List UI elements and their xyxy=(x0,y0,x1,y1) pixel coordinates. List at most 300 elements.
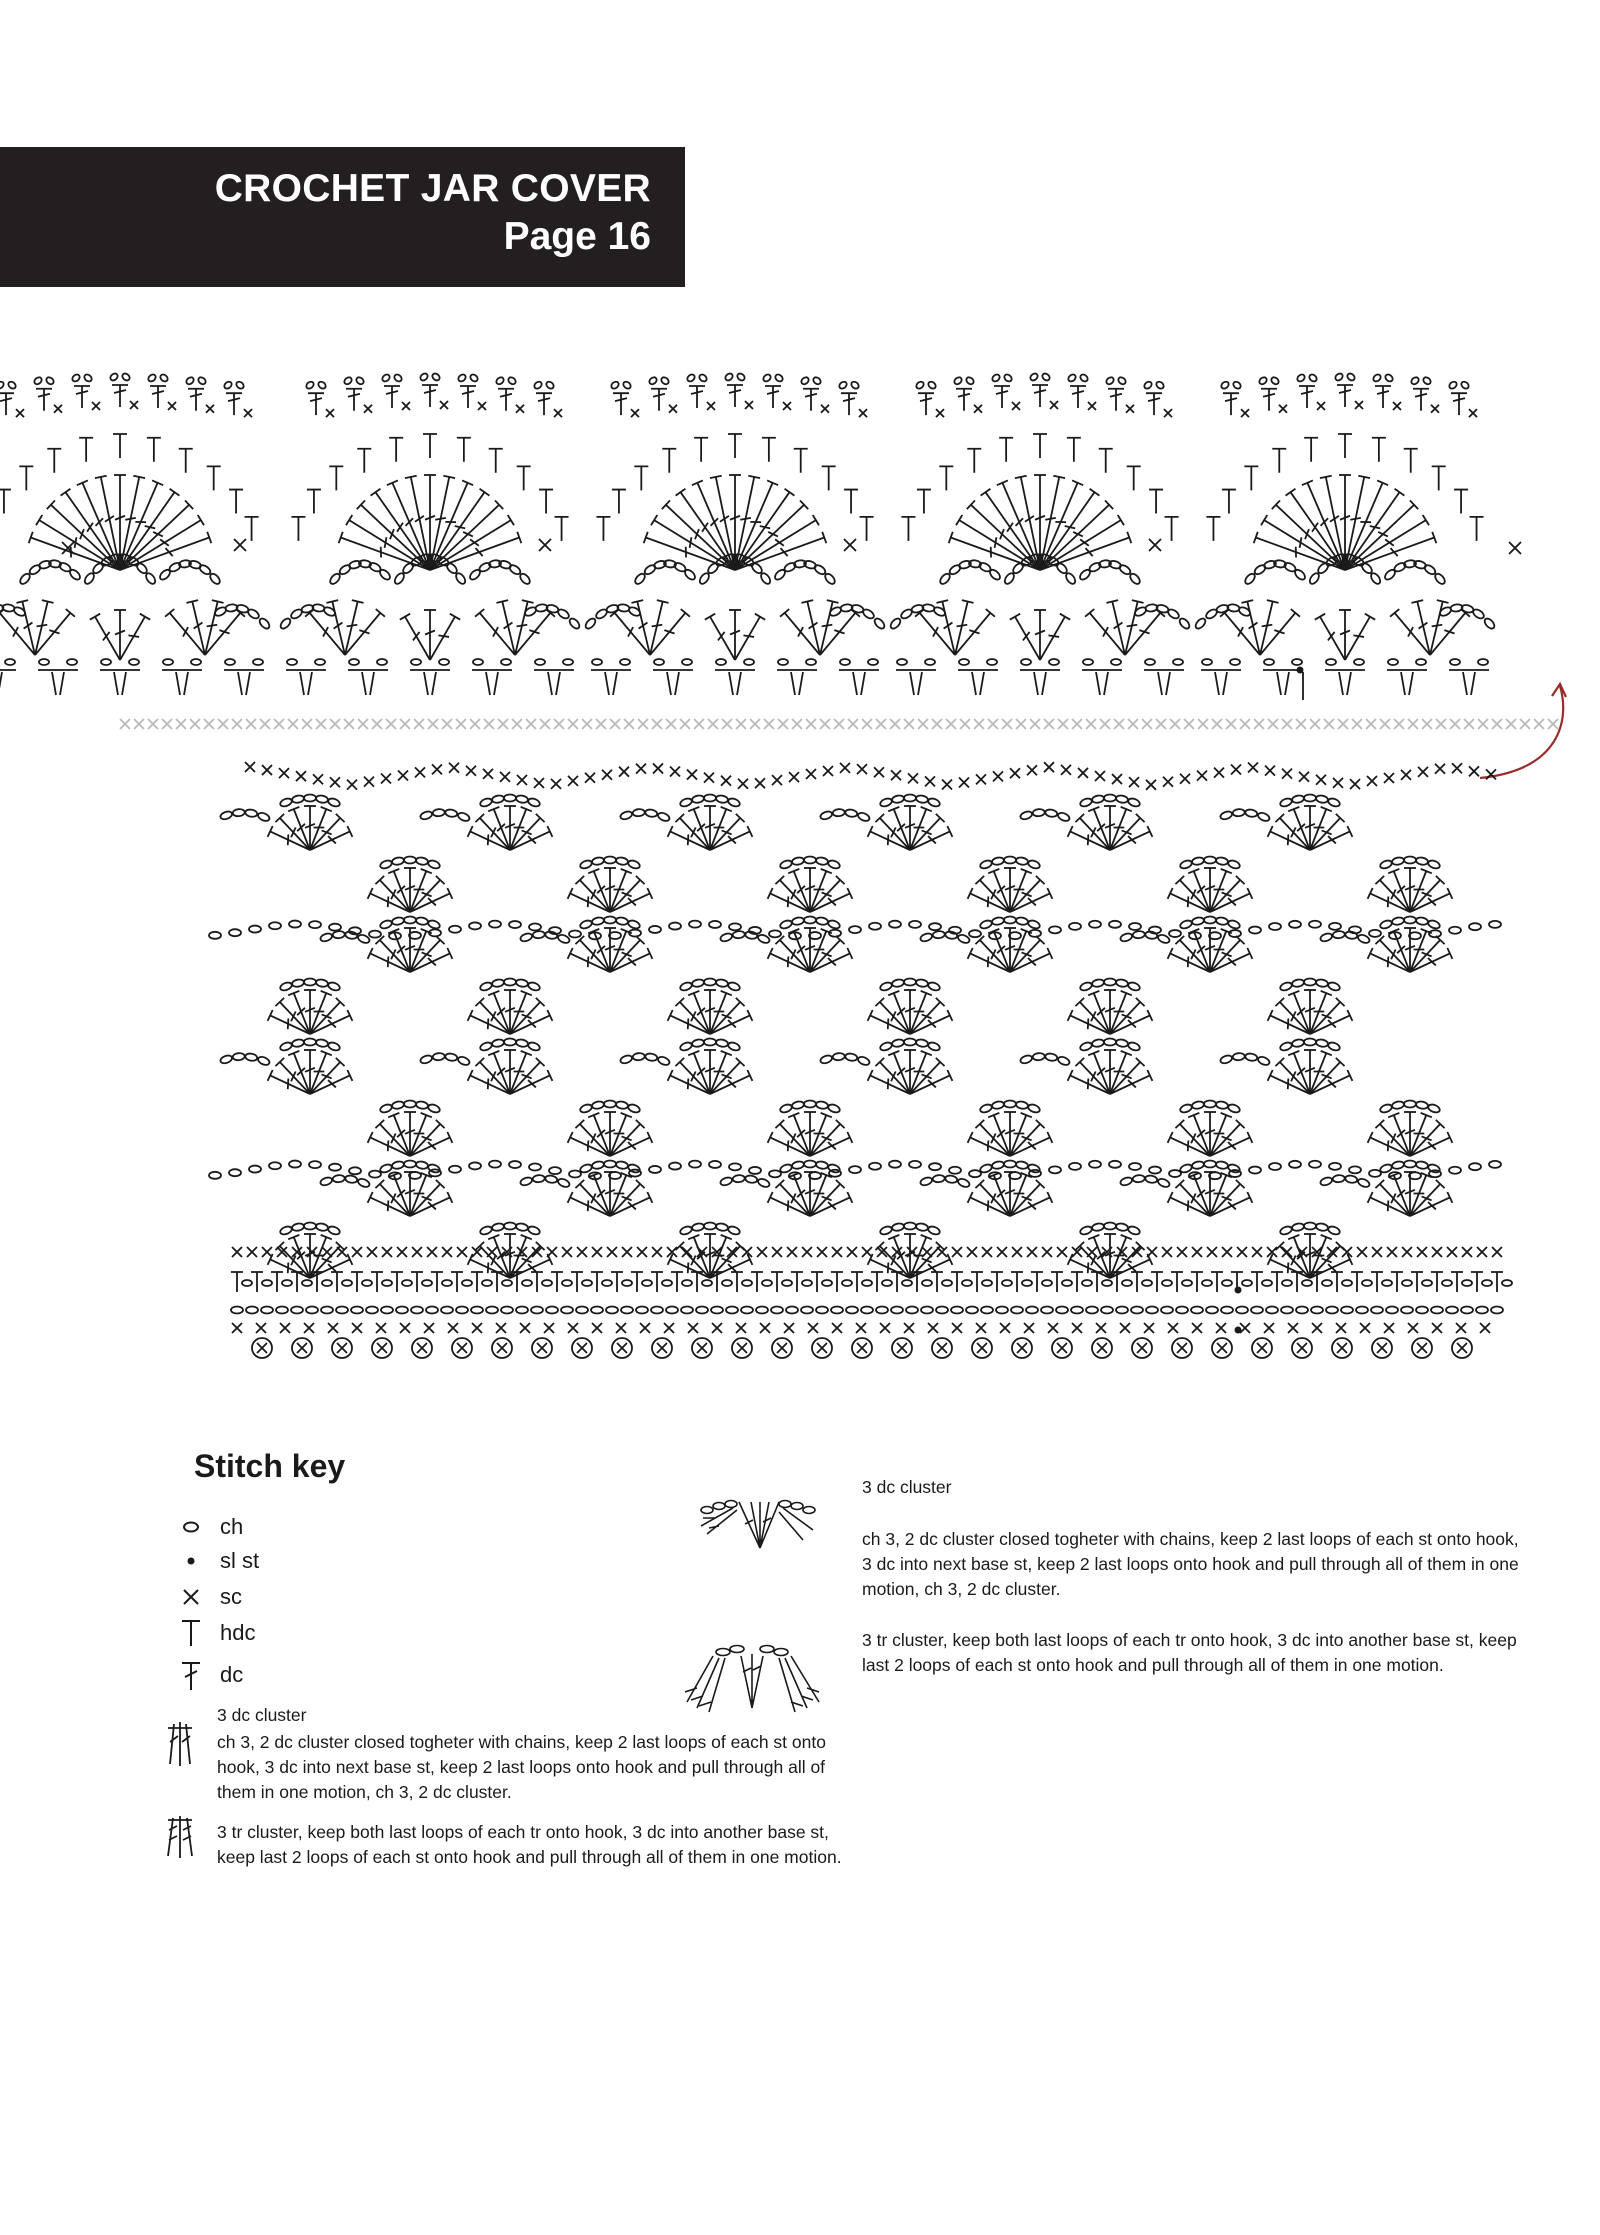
dc-bar xyxy=(691,1012,696,1022)
sc-stitch xyxy=(372,719,382,729)
chain-stitch xyxy=(242,1280,252,1286)
chain-stitch xyxy=(1369,1170,1381,1177)
sc-stitch xyxy=(847,1247,857,1257)
dc-bar xyxy=(628,958,636,965)
chain-stitch xyxy=(527,1225,541,1236)
chain-stitch xyxy=(1019,810,1033,821)
hdc-stitch xyxy=(822,466,836,490)
dc-bar xyxy=(37,625,48,627)
sc-stitch xyxy=(1058,719,1068,729)
hdc-stitch xyxy=(471,1272,483,1292)
chain-stitch xyxy=(1004,917,1016,924)
sc-stitch xyxy=(1177,1343,1187,1353)
dc-bar xyxy=(428,958,436,965)
chain-stitch xyxy=(232,1053,245,1061)
chain-stitch xyxy=(1332,1175,1345,1183)
hdc-stitch xyxy=(1432,466,1446,490)
chain-stitch xyxy=(919,932,933,943)
chain-stitch xyxy=(1149,1167,1161,1174)
chain-stitch xyxy=(327,1041,341,1052)
dc-bar xyxy=(988,956,989,967)
sc-stitch xyxy=(1297,1343,1307,1353)
chain-stitch xyxy=(1357,1177,1371,1188)
dc-bar xyxy=(491,1072,496,1082)
chain-stitch xyxy=(563,659,573,665)
dc-bar xyxy=(1328,1264,1336,1271)
dc-top xyxy=(346,515,352,525)
dc-stitch xyxy=(1080,1002,1110,1034)
dc-bar xyxy=(522,1074,532,1078)
dc-bar xyxy=(1122,1074,1132,1078)
chain-stitch xyxy=(1346,372,1356,382)
chain-stitch xyxy=(357,1177,371,1188)
chain-stitch xyxy=(932,931,945,939)
chain-stitch xyxy=(1369,930,1381,937)
chain-stitch xyxy=(812,376,822,386)
chain-stitch xyxy=(584,617,597,631)
dc-bar xyxy=(1350,518,1361,520)
dc-bar xyxy=(1222,1196,1232,1200)
dc-stitch xyxy=(780,1124,810,1156)
chain-stitch xyxy=(832,1053,845,1061)
chain-stitch xyxy=(620,659,630,665)
chain-stitch xyxy=(304,979,316,986)
chain-stitch xyxy=(1379,919,1393,930)
chain-stitch xyxy=(422,1280,432,1286)
dc-bar xyxy=(997,1190,1005,1197)
chain-stitch xyxy=(622,1280,632,1286)
chain-stitch xyxy=(838,380,848,390)
chart-stroke xyxy=(1104,672,1108,695)
chain-stitch xyxy=(545,1175,558,1184)
chart-stroke xyxy=(861,672,865,695)
sc-stitch xyxy=(652,719,662,729)
chain-stitch xyxy=(904,1223,916,1230)
sc-stitch xyxy=(206,405,214,413)
chain-stitch xyxy=(289,1161,301,1168)
chain-stitch xyxy=(1291,1039,1304,1048)
hdc-stitch xyxy=(794,449,808,473)
chart-stroke xyxy=(972,672,976,695)
dc-bar xyxy=(1028,958,1036,965)
sc-stitch xyxy=(806,769,816,779)
sc-stitch xyxy=(977,1343,987,1353)
chain-stitch xyxy=(816,1307,828,1314)
chain-stitch xyxy=(1049,1166,1061,1173)
chain-stitch xyxy=(411,1307,423,1314)
hdc-stitch xyxy=(271,1272,283,1292)
chain-stitch xyxy=(921,1307,933,1314)
chain-stitch xyxy=(889,617,902,631)
dc-stitch xyxy=(810,1124,840,1156)
sc-stitch xyxy=(516,405,524,413)
hdc-stitch xyxy=(147,438,161,462)
sc-stitch xyxy=(1050,401,1058,409)
sc-stitch xyxy=(478,402,486,410)
sc-stitch xyxy=(596,719,606,729)
chain-stitch xyxy=(546,1307,558,1314)
chain-stitch xyxy=(479,1041,493,1052)
dc-top xyxy=(981,489,991,496)
dc-bar xyxy=(722,830,732,834)
sc-stitch xyxy=(483,769,493,779)
sc-stitch xyxy=(1486,769,1496,779)
dc-bar xyxy=(1288,1018,1289,1029)
chain-stitch xyxy=(1202,659,1212,665)
chain-stitch xyxy=(1157,1177,1171,1188)
picot xyxy=(1451,393,1467,415)
chain-stitch xyxy=(610,380,620,390)
chain-stitch xyxy=(1449,927,1461,934)
hdc-stitch xyxy=(1031,1272,1043,1292)
sc-stitch xyxy=(1192,1323,1202,1333)
sc-stitch xyxy=(1087,1247,1097,1257)
hdc-stitch xyxy=(631,1272,643,1292)
chain-stitch xyxy=(1404,917,1416,924)
chain-stitch xyxy=(1322,1280,1332,1286)
dc-stitch xyxy=(710,1062,740,1094)
chain-stitch xyxy=(1191,917,1204,926)
sc-stitch xyxy=(274,719,284,729)
chain-stitch xyxy=(915,380,925,390)
chain-stitch xyxy=(727,981,741,992)
sc-stitch xyxy=(624,719,634,729)
dc-bar xyxy=(1322,1074,1332,1078)
chain-stitch xyxy=(291,795,304,804)
dc-stitch xyxy=(1210,940,1240,972)
sc-stitch xyxy=(1163,777,1173,787)
chain-stitch xyxy=(791,1101,804,1110)
sc-stitch xyxy=(400,719,410,729)
chain-stitch xyxy=(1142,1280,1152,1286)
chain-stitch xyxy=(1270,376,1280,386)
dc-top xyxy=(400,614,410,620)
sc-stitch xyxy=(1436,719,1446,729)
dc-stitch xyxy=(480,818,510,850)
picot xyxy=(112,385,128,407)
chain-stitch xyxy=(991,373,1001,383)
hdc-stitch xyxy=(1071,1272,1083,1292)
sc-stitch xyxy=(484,719,494,729)
dc-bar xyxy=(988,1200,989,1211)
chain-stitch xyxy=(489,921,501,928)
title-bar xyxy=(0,147,685,287)
dc-bar xyxy=(1228,1202,1236,1209)
chain-stitch xyxy=(951,1307,963,1314)
chain-stitch xyxy=(904,795,916,802)
sc-stitch xyxy=(232,719,242,729)
chain-stitch xyxy=(683,568,697,581)
sc-stitch xyxy=(1450,719,1460,729)
chain-stitch xyxy=(319,932,333,943)
chain-stitch xyxy=(1015,917,1028,926)
dc-bar xyxy=(788,896,789,907)
chain-stitch xyxy=(1194,617,1207,631)
dc-stitch xyxy=(1320,617,1345,660)
chain-stitch xyxy=(704,1039,716,1046)
dc-top xyxy=(1060,614,1070,620)
dc-bar xyxy=(1397,886,1405,893)
sc-stitch xyxy=(1017,1343,1027,1353)
hdc-stitch xyxy=(411,1272,423,1292)
chain-stitch xyxy=(1422,1280,1432,1286)
dc-stitch xyxy=(980,1184,1010,1216)
sc-stitch xyxy=(1240,719,1250,729)
dc-bar xyxy=(1097,1068,1105,1075)
sc-stitch xyxy=(466,766,476,776)
chain-stitch xyxy=(147,373,157,383)
chain-stitch xyxy=(229,1169,241,1176)
chain-stitch xyxy=(897,659,907,665)
sc-stitch xyxy=(1114,719,1124,729)
dc-bar xyxy=(528,836,536,843)
chain-stitch xyxy=(965,376,975,386)
chain-stitch xyxy=(649,926,661,933)
sc-stitch xyxy=(1337,1343,1347,1353)
sc-stitch xyxy=(897,1343,907,1353)
dc-bar xyxy=(1297,824,1305,831)
dc-stitch xyxy=(1010,880,1040,912)
dc-bar xyxy=(1191,950,1196,960)
chain-stitch xyxy=(815,1101,828,1110)
chain-stitch xyxy=(927,981,941,992)
sc-stitch xyxy=(908,773,918,783)
dc-bar xyxy=(1391,890,1396,900)
chain-stitch xyxy=(679,1225,693,1236)
sc-stitch xyxy=(415,767,425,777)
sc-stitch xyxy=(631,409,639,417)
hdc-stitch xyxy=(999,438,1013,462)
dc-bar xyxy=(322,1014,332,1018)
sc-stitch xyxy=(932,719,942,729)
dc-bar xyxy=(957,625,968,627)
chain-stitch xyxy=(557,1177,571,1188)
chain-stitch xyxy=(1131,1307,1143,1314)
dc-stitch xyxy=(410,1124,440,1156)
dc-top xyxy=(1395,489,1405,496)
sc-stitch xyxy=(967,1247,977,1257)
chain-stitch xyxy=(83,572,96,586)
sc-stitch xyxy=(834,719,844,729)
sc-stitch xyxy=(134,719,144,729)
sc-stitch xyxy=(204,719,214,729)
sc-stitch xyxy=(890,719,900,729)
chain-stitch xyxy=(1049,659,1059,665)
sc-stitch xyxy=(1000,1323,1010,1333)
chain-stitch xyxy=(1115,979,1128,988)
chain-stitch xyxy=(604,917,616,924)
dc-top xyxy=(133,476,145,478)
chain-stitch xyxy=(862,608,876,621)
sc-stitch xyxy=(1257,1343,1267,1353)
chain-stitch xyxy=(7,380,17,390)
chain-stitch xyxy=(1206,1307,1218,1314)
sc-stitch xyxy=(1366,719,1376,729)
dc-top xyxy=(36,515,42,525)
dc-bar xyxy=(1328,1020,1336,1027)
chain-stitch xyxy=(1491,1307,1503,1314)
chain-stitch xyxy=(1448,380,1458,390)
sc-stitch xyxy=(592,1247,602,1257)
chain-stitch xyxy=(779,859,793,870)
sc-stitch xyxy=(1282,769,1292,779)
sc-stitch xyxy=(1086,719,1096,729)
sc-stitch xyxy=(1317,402,1325,410)
chain-stitch xyxy=(649,1166,661,1173)
dc-bar xyxy=(385,537,387,548)
hdc-stitch xyxy=(371,1272,383,1292)
chain-stitch xyxy=(306,1307,318,1314)
dc-bar xyxy=(828,898,836,905)
sc-stitch xyxy=(1226,719,1236,729)
dc-stitch xyxy=(735,483,773,570)
dc-stitch xyxy=(610,1184,640,1216)
dc-bar xyxy=(1297,1008,1305,1015)
chain-stitch xyxy=(1021,659,1031,665)
chain-stitch xyxy=(304,795,316,802)
sc-stitch xyxy=(244,409,252,417)
sc-stitch xyxy=(1048,1323,1058,1333)
chain-stitch xyxy=(662,1280,672,1286)
dc-bar xyxy=(768,532,778,537)
chain-stitch xyxy=(1027,1103,1041,1114)
dc-bar xyxy=(1288,834,1289,845)
sc-stitch xyxy=(234,539,246,551)
chain-stitch xyxy=(469,1162,481,1169)
dc-stitch xyxy=(1345,617,1370,660)
chain-stitch xyxy=(1004,1161,1016,1168)
dc-bar xyxy=(488,1262,489,1273)
chain-stitch xyxy=(529,1164,541,1171)
sc-stitch xyxy=(577,1343,587,1353)
chain-stitch xyxy=(979,859,993,870)
dc-bar xyxy=(1322,1258,1332,1262)
chain-stitch xyxy=(1332,931,1345,939)
chain-stitch xyxy=(991,857,1004,866)
sc-stitch xyxy=(364,405,372,413)
chain-stitch xyxy=(722,1280,732,1286)
chain-stitch xyxy=(949,1167,961,1174)
chain-stitch xyxy=(741,1307,753,1314)
sc-stitch xyxy=(1057,1247,1067,1257)
sc-stitch xyxy=(806,719,816,729)
dc-bar xyxy=(1391,1134,1396,1144)
chain-stitch xyxy=(456,1307,468,1314)
picot xyxy=(689,386,705,408)
chain-stitch xyxy=(519,1176,533,1187)
sc-stitch xyxy=(1197,771,1207,781)
chain-stitch xyxy=(302,1280,312,1286)
chain-stitch xyxy=(328,572,341,586)
chain-stitch xyxy=(291,1307,303,1314)
chain-stitch xyxy=(515,795,528,804)
sc-stitch xyxy=(1288,1323,1298,1333)
sc-stitch xyxy=(302,719,312,729)
dc-bar xyxy=(891,828,896,838)
chain-stitch xyxy=(648,376,658,386)
dc-stitch xyxy=(610,880,640,912)
chain-stitch xyxy=(257,811,271,822)
sc-stitch xyxy=(448,1323,458,1333)
dc-bar xyxy=(1197,946,1205,953)
chain-stitch xyxy=(902,1280,912,1286)
chart-stroke xyxy=(1166,672,1170,695)
chain-stitch xyxy=(1258,376,1268,386)
chain-stitch xyxy=(1319,1176,1333,1187)
dc-bar xyxy=(1397,946,1405,953)
hdc-stitch xyxy=(791,1272,803,1292)
chain-stitch xyxy=(249,926,261,933)
chain-stitch xyxy=(915,795,928,804)
chain-stitch xyxy=(982,1280,992,1286)
chain-stitch xyxy=(191,659,201,665)
dc-bar xyxy=(1328,836,1336,843)
chain-stitch xyxy=(873,617,886,631)
picot xyxy=(346,389,362,411)
sc-stitch xyxy=(1457,1343,1467,1353)
dc-bar xyxy=(1291,828,1296,838)
chain-stitch xyxy=(457,811,471,822)
sc-stitch xyxy=(496,1323,506,1333)
dc-top xyxy=(140,614,150,620)
chain-stitch xyxy=(462,1280,472,1286)
sc-stitch xyxy=(432,764,442,774)
chain-stitch xyxy=(1329,1163,1341,1170)
chain-stitch xyxy=(1326,1307,1338,1314)
dc-bar xyxy=(1288,1078,1289,1089)
sc-stitch xyxy=(517,775,527,785)
hdc-stitch xyxy=(967,449,981,473)
sc-stitch xyxy=(1156,719,1166,729)
chain-stitch xyxy=(927,1225,941,1236)
hdc-stitch xyxy=(391,1272,403,1292)
sc-stitch xyxy=(162,719,172,729)
chain-stitch xyxy=(1315,1039,1328,1048)
sc-stitch xyxy=(16,409,24,417)
hdc-stitch xyxy=(871,1272,883,1292)
dc-bar xyxy=(588,1200,589,1211)
chain-stitch xyxy=(1282,1280,1292,1286)
chain-stitch xyxy=(479,981,493,992)
chain-stitch xyxy=(1249,1167,1261,1174)
chain-stitch xyxy=(929,923,941,930)
chain-stitch xyxy=(568,617,581,631)
chart-stroke xyxy=(176,672,180,695)
chain-stitch xyxy=(1266,1307,1278,1314)
dc-bar xyxy=(153,532,163,537)
chain-stitch xyxy=(1128,572,1141,586)
dc-top xyxy=(748,476,760,478)
dc-bar xyxy=(391,950,396,960)
sc-stitch xyxy=(757,1247,767,1257)
chain-stitch xyxy=(454,572,467,586)
chain-stitch xyxy=(1304,979,1316,986)
dc-stitch xyxy=(1210,880,1240,912)
picot xyxy=(956,389,972,411)
chain-stitch xyxy=(431,372,441,382)
hdc-stitch xyxy=(1272,449,1286,473)
dc-stitch xyxy=(380,940,410,972)
sc-stitch xyxy=(817,1343,827,1353)
chain-stitch xyxy=(904,1039,916,1046)
chain-stitch xyxy=(1104,1039,1116,1046)
dc-bar xyxy=(488,834,489,845)
dc-top xyxy=(1320,476,1332,478)
chain-stitch xyxy=(642,1280,652,1286)
chain-stitch xyxy=(1232,809,1245,817)
sc-stitch xyxy=(1240,1323,1250,1333)
hdc-stitch xyxy=(1222,490,1236,514)
